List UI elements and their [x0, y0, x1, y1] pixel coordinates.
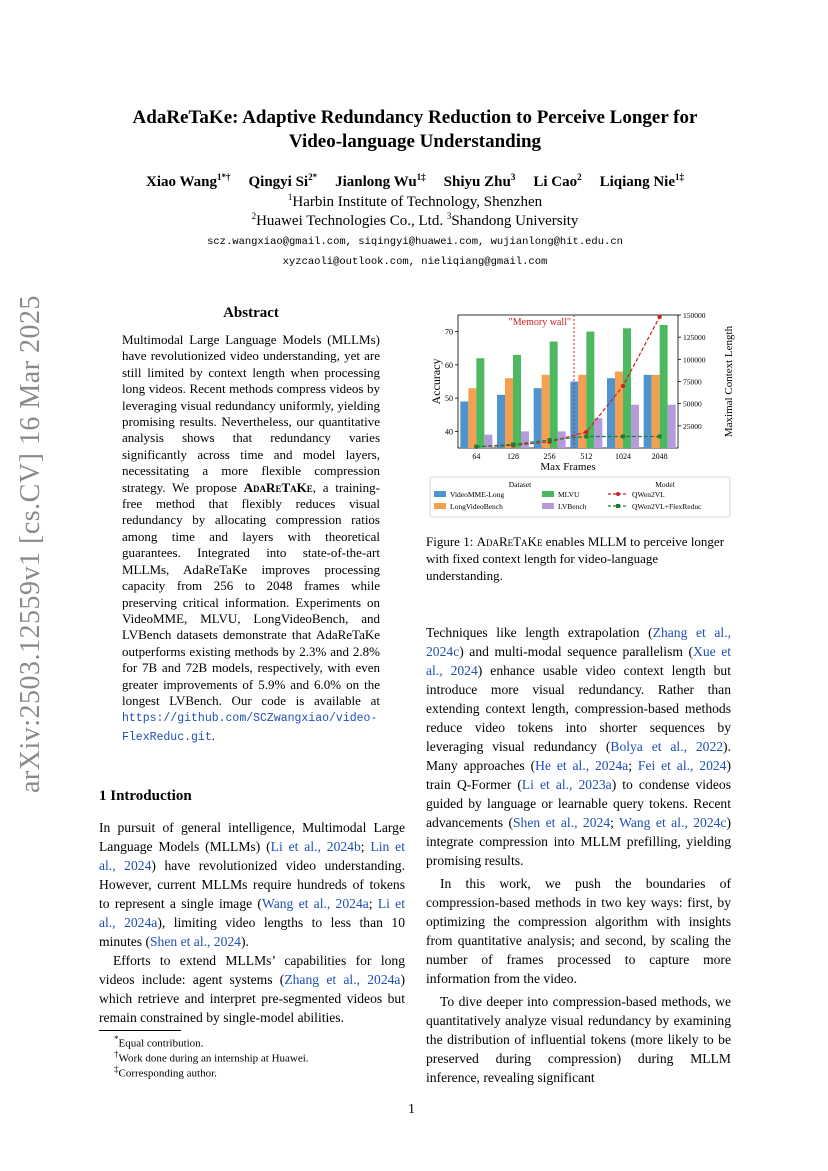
- email-line-1: scz.wangxiao@gmail.com, siqingyi@huawei.com, wujianlong@hit.edu.cn: [207, 236, 623, 248]
- bar: [534, 388, 542, 448]
- footnote-rule: [99, 1030, 181, 1031]
- bar: [607, 378, 615, 448]
- citation-link[interactable]: Li et al., 2024a: [99, 896, 405, 930]
- line-marker: [584, 430, 588, 434]
- affiliation-mark: 1: [287, 192, 293, 202]
- bar: [505, 378, 513, 448]
- abstract-text: , a training-free method that flexibly reduces visual redundancy by allocating compression ratios among time and layers with theoretical guarantees. Integrated into state-of-the-art MLLMs, AdaReTaKe improves processing capacity from 256 to 2048 frames while preserving critical information. Experiments on VideoMME, MLVU, LongVideoBench, and LVBench datasets demonstrate that AdaReTaKe outperforms existing methods by 2.3% and 2.8% for 7B and 72B models, respectively, with even greater improvements of 5.9% and 6.0% on the longest LVBench. Our code is available at: [122, 479, 380, 708]
- line-marker: [584, 434, 588, 438]
- paragraph: Techniques like length extrapolation (Zhang et al., 2024c) and multi-modal sequence parallelism (Xue et al., 2024) enhance usable video context length but introduce more visual redundancy. Rather than extending context length, compression-based methods reduce video tokens into shorter sequences by leveraging visual redundancy (Bolya et al., 2022). Many approaches (He et al., 2024a; Fei et al., 2024) train Q-Former (Li et al., 2023a) to condense videos guided by language or learnable query tokens. Recent advancements (Shen et al., 2024; Wang et al., 2024c) integrate compression into MLLM prefilling, yielding promising results.: [426, 625, 732, 868]
- citation-link[interactable]: Li et al., 2024b: [270, 839, 361, 854]
- citation-link[interactable]: Zhang et al., 2024c: [426, 625, 731, 659]
- legend-swatch: [542, 503, 554, 509]
- x-tick-label: 64: [472, 452, 481, 461]
- affiliation-line-1: [110, 192, 720, 211]
- bar: [594, 418, 602, 448]
- y-tick-label: 40: [445, 427, 453, 437]
- citation-link[interactable]: He et al., 2024a: [535, 758, 629, 773]
- bar: [460, 401, 468, 448]
- citation-link[interactable]: Xue et al., 2024: [426, 644, 732, 678]
- abstract-body: [122, 332, 380, 746]
- affiliation-name: Harbin Institute of Technology, Shenzhen: [292, 194, 543, 210]
- paragraph: Efforts to extend MLLMs’ capabilities for long videos include: agent systems (Zhang et al., 2024a) which retrieve and interpret pre-segmented videos but remain constrained by single-model abilities.: [99, 953, 405, 1025]
- bar: [521, 431, 529, 448]
- bar: [668, 405, 676, 448]
- bar: [542, 375, 550, 448]
- bar: [623, 328, 631, 448]
- x-axis-label: Max Frames: [540, 461, 596, 473]
- citation-link[interactable]: Bolya et al., 2022: [610, 739, 724, 754]
- legend-title: Model: [655, 480, 675, 489]
- legend-title: Dataset: [508, 480, 532, 489]
- author-name: Li Cao$^2$: [533, 172, 582, 190]
- y-tick-label: 60: [445, 360, 453, 370]
- citation-link[interactable]: Shen et al., 2024: [149, 934, 241, 949]
- y2-tick-label: 75000: [683, 377, 702, 387]
- paragraph: In pursuit of general intelligence, Multimodal Large Language Models (MLLMs) (Li et al., 2024b; Lin et al., 2024) have revolutionized video understanding. However, current MLLMs require hundreds of tokens to represent a single image (Wang et al., 2024a; Li et al., 2024a), limiting video lengths to less than 10 minutes (Shen et al., 2024).: [99, 820, 406, 949]
- legend-label: QWen2VL+FlexReduc: [632, 502, 702, 511]
- author-name: Xiao Wang$^{1*\dagger}$: [145, 172, 231, 190]
- bar: [550, 342, 558, 448]
- line-marker: [548, 438, 552, 442]
- abstract-text: Multimodal Large Language Models (MLLMs) have revolutionized video understanding, yet are still limited by context length when processing long videos. Recent methods compress videos by leveraging visual redundancy uniformly, yielding promising results. Nevertheless, our quantitative analysis shows that redundancy varies significantly across time and model layers, necessitating a more flexible compression strategy. We propose: [122, 332, 380, 495]
- line-marker: [658, 434, 662, 438]
- affiliation-line-2: [110, 211, 720, 230]
- y-tick-label: 70: [445, 327, 453, 337]
- bar: [513, 355, 521, 448]
- bar: [631, 405, 639, 448]
- bar: [660, 325, 668, 448]
- method-name: AdaReTaKe: [243, 479, 313, 495]
- author-name: Liqiang Nie$^{1\ddagger}$: [599, 172, 685, 190]
- legend-marker: [616, 504, 620, 508]
- author-name: Qingyi $Si^{2*}$: [248, 172, 318, 190]
- citation-link[interactable]: Lin et al., 2024: [99, 839, 405, 873]
- footnote-corresponding: ‡Corresponding author.: [114, 1064, 217, 1080]
- legend-label: LongVideoBench: [450, 502, 503, 511]
- x-tick-label: 128: [507, 452, 519, 461]
- legend-swatch: [434, 503, 446, 509]
- intro-body: [99, 818, 405, 1027]
- y2-tick-label: 50000: [683, 399, 702, 409]
- y2-tick-label: 25000: [683, 421, 702, 431]
- legend-marker: [616, 492, 620, 496]
- bar: [558, 431, 566, 448]
- section-heading-introduction: 1 Introduction: [99, 788, 192, 804]
- line-marker: [621, 384, 625, 388]
- arxiv-identifier: arXiv:2503.12559v1 [cs.CV] 16 Mar 2025: [15, 294, 46, 793]
- line-marker: [511, 442, 515, 446]
- title-line-1: AdaReTaKe: Adaptive Redundancy Reduction to Perceive Longer for: [132, 107, 698, 128]
- author-name: Shiyu Zhu$^3$: [443, 172, 516, 190]
- abstract-heading: Abstract: [223, 305, 279, 321]
- y2-tick-label: 125000: [683, 333, 706, 343]
- bar: [476, 358, 484, 448]
- citation-link[interactable]: Wang et al., 2024a: [261, 896, 369, 911]
- memory-wall-label: "Memory wall": [508, 317, 571, 328]
- y-axis-label: Accuracy: [429, 358, 443, 405]
- paragraph: To dive deeper into compression-based methods, we quantitatively analyze visual redundancy by examining the distribution of influential tokens (more likely to be preserved during compression) during MLLM inference, revealing significant: [426, 994, 731, 1085]
- legend-swatch: [542, 491, 554, 497]
- y2-tick-label: 100000: [683, 355, 706, 365]
- affiliation-mark: 2: [251, 211, 257, 221]
- footnote-internship: †Work done during an internship at Huawei.: [114, 1049, 309, 1065]
- citation-link[interactable]: Shen et al., 2024: [512, 815, 611, 830]
- citation-link[interactable]: Wang et al., 2024c: [619, 815, 727, 830]
- author-list: [95, 172, 735, 191]
- paper-title: [110, 106, 720, 154]
- legend-label: MLVU: [558, 490, 580, 499]
- bar: [497, 395, 505, 448]
- legend-swatch: [434, 491, 446, 497]
- legend-label: QWen2VL: [632, 490, 665, 499]
- affiliation-mark: 3: [446, 211, 452, 221]
- citation-link[interactable]: Zhang et al., 2024a: [284, 972, 401, 987]
- line-marker: [474, 445, 478, 449]
- code-link[interactable]: https://github.com/SCZwangxiao/video-FlexReduc.git: [122, 712, 378, 744]
- legend-label: VideoMME-Long: [450, 490, 505, 499]
- citation-link[interactable]: Li et al., 2023a: [521, 777, 612, 792]
- right-column-body: [426, 623, 731, 1087]
- x-tick-label: 256: [543, 452, 556, 461]
- email-line-2: xyzcaoli@outlook.com, nieliqiang@gmail.com: [282, 256, 548, 268]
- x-tick-label: 2048: [651, 452, 668, 461]
- y-tick-label: 50: [445, 394, 453, 404]
- x-tick-label: 1024: [615, 452, 631, 461]
- footnote-equal-contribution: *Equal contribution.: [114, 1034, 204, 1050]
- figure-caption: Figure 1: AdaReTaKe enables MLLM to perceive longer with fixed context length for video-language understanding.: [426, 534, 725, 583]
- figure-1-chart: [420, 305, 740, 520]
- abstract-text: .: [211, 727, 215, 743]
- citation-link[interactable]: Fei et al., 2024: [637, 758, 727, 773]
- legend-label: LVBench: [558, 502, 587, 511]
- y2-axis-label: Maximal Context Length: [723, 325, 735, 438]
- x-tick-label: 512: [580, 452, 593, 461]
- title-line-2: Video-language Understanding: [288, 131, 542, 152]
- paragraph: In this work, we push the boundaries of compression-based methods in two key ways: first, by optimizing the compression algorithm with insights from quantitative analysis; and second, by scaling the number of frames processed to capture more information from the video.: [426, 876, 731, 986]
- author-name: Jianlong $Wu^{1\ddagger}$: [335, 172, 426, 190]
- line-marker: [657, 315, 661, 319]
- page-number: 1: [408, 1102, 415, 1117]
- y2-tick-label: 150000: [683, 311, 706, 320]
- line-marker: [621, 434, 625, 438]
- bar: [468, 388, 476, 448]
- affiliation-name: Shandong University: [451, 213, 579, 229]
- affiliation-name: Huawei Technologies Co., Ltd.: [256, 213, 447, 229]
